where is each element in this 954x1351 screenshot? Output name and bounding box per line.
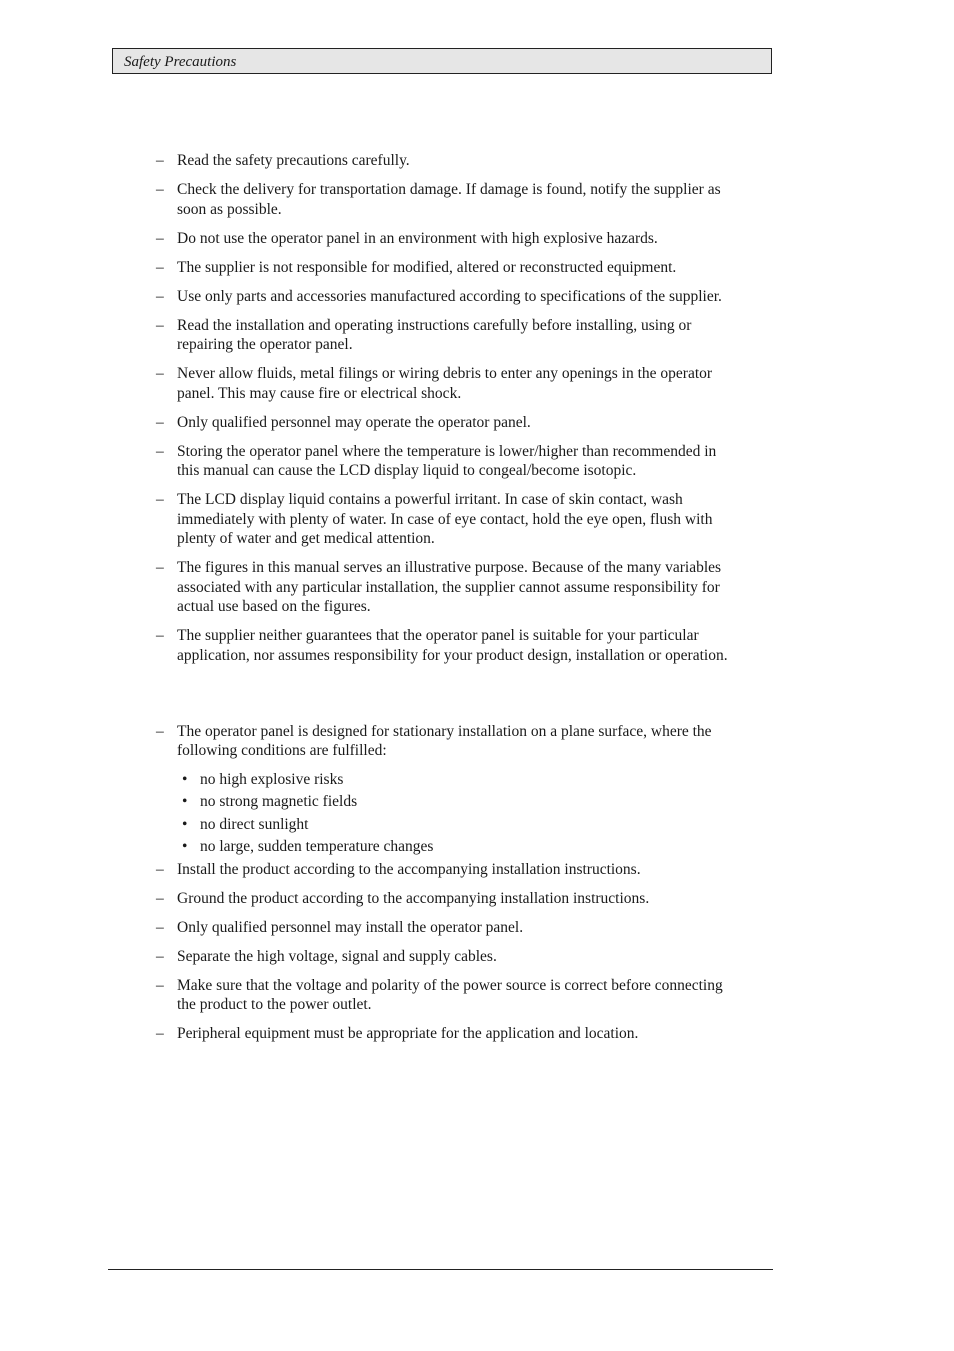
list-item-text: The supplier neither guarantees that the operator panel is suitable for your particular application, nor assumes responsibility for your product design, installation or operation.: [177, 627, 728, 664]
dash-marker: –: [156, 627, 164, 644]
list-item: [156, 442, 736, 481]
list-item: [156, 180, 736, 219]
bullet-marker: •: [182, 815, 188, 833]
dash-marker: –: [156, 722, 164, 740]
bullet-item-text: no large, sudden temperature changes: [200, 838, 434, 855]
dash-marker: –: [156, 559, 164, 576]
dash-marker: –: [156, 442, 164, 460]
list-item-text: The LCD display liquid contains a powerful irritant. In case of skin contact, wash immediately with plenty of water. In case of eye contact, hold the eye open, flush with plenty of water and get medical attention.: [177, 491, 713, 547]
installation-precautions-list: [156, 722, 736, 1044]
list-item: [156, 558, 736, 617]
dash-marker: –: [156, 976, 164, 994]
dash-marker: –: [156, 860, 164, 878]
list-item: [156, 490, 736, 549]
list-item: [156, 860, 736, 880]
dash-marker: –: [156, 889, 164, 907]
list-item-text: Ground the product according to the accompanying installation instructions.: [177, 889, 650, 907]
list-item: [156, 918, 736, 938]
list-item-text: Use only parts and accessories manufactured according to specifications of the supplier.: [177, 287, 722, 305]
list-item-text: Read the installation and operating instructions carefully before installing, using or repairing the operator panel.: [177, 316, 692, 353]
bullet-item: [177, 815, 736, 835]
list-item: [156, 229, 736, 249]
dash-marker: –: [156, 229, 164, 247]
list-item-text: Peripheral equipment must be appropriate for the application and location.: [177, 1025, 639, 1042]
dash-marker: –: [156, 947, 164, 965]
list-item: [156, 976, 736, 1015]
list-item-text: Never allow fluids, metal filings or wiring debris to enter any openings in the operator panel. This may cause fire or electrical shock.: [177, 365, 713, 402]
list-item: [156, 889, 736, 909]
dash-marker: –: [156, 491, 164, 508]
list-item-text: Storing the operator panel where the temperature is lower/higher than recommended in this manual can cause the LCD display liquid to congeal/become isotopic.: [177, 442, 717, 479]
installation-conditions-list: [177, 770, 736, 857]
list-item: [156, 722, 736, 857]
list-item: [156, 626, 736, 665]
list-item-text: Make sure that the voltage and polarity of the power source is correct before connecting the product to the power outlet.: [177, 976, 723, 1013]
list-item: [156, 364, 736, 403]
dash-marker: –: [156, 1025, 164, 1042]
list-item: [156, 947, 736, 967]
dash-marker: –: [156, 258, 164, 276]
list-item: [156, 316, 736, 355]
bullet-marker: •: [182, 770, 188, 788]
bullet-item: [177, 770, 736, 790]
dash-marker: –: [156, 181, 164, 198]
list-item-text: Do not use the operator panel in an environment with high explosive hazards.: [177, 229, 658, 247]
dash-marker: –: [156, 918, 164, 936]
section-spacer: [156, 675, 736, 722]
bullet-marker: •: [182, 793, 188, 810]
bullet-item: [177, 837, 736, 857]
list-item-text: Install the product according to the accompanying installation instructions.: [177, 860, 641, 878]
list-item-text: The figures in this manual serves an illustrative purpose. Because of the many variables associated with any particular installation, the supplier cannot assume responsibility for actual use based on the figures.: [177, 559, 722, 615]
footer-rule: [108, 1269, 773, 1270]
list-item: [156, 258, 736, 278]
dash-marker: –: [156, 287, 164, 305]
list-item-text: Read the safety precautions carefully.: [177, 152, 410, 169]
list-item-text: The supplier is not responsible for modified, altered or reconstructed equipment.: [177, 258, 677, 276]
bullet-marker: •: [182, 838, 188, 855]
bullet-item-text: no direct sunlight: [200, 815, 309, 833]
list-item: [156, 151, 736, 171]
list-item: [156, 413, 736, 433]
list-item-text: Separate the high voltage, signal and supply cables.: [177, 947, 497, 965]
dash-marker: –: [156, 152, 164, 169]
list-item: [156, 1024, 736, 1044]
dash-marker: –: [156, 316, 164, 334]
bullet-item-text: no strong magnetic fields: [200, 793, 358, 810]
list-item-text: Only qualified personnel may install the operator panel.: [177, 918, 524, 936]
bullet-item-text: no high explosive risks: [200, 770, 344, 788]
list-item: [156, 287, 736, 307]
running-header-title: Safety Precautions: [124, 54, 237, 70]
page-content: [156, 151, 736, 1053]
bullet-item: [177, 792, 736, 812]
running-header: [112, 48, 772, 74]
list-item-text: Check the delivery for transportation damage. If damage is found, notify the supplier as soon as possible.: [177, 181, 721, 218]
list-item-text: Only qualified personnel may operate the operator panel.: [177, 413, 531, 431]
list-item-text: The operator panel is designed for stationary installation on a plane surface, where the following conditions are fulfilled:: [177, 722, 712, 759]
dash-marker: –: [156, 365, 164, 382]
general-precautions-list: [156, 151, 736, 665]
dash-marker: –: [156, 413, 164, 431]
